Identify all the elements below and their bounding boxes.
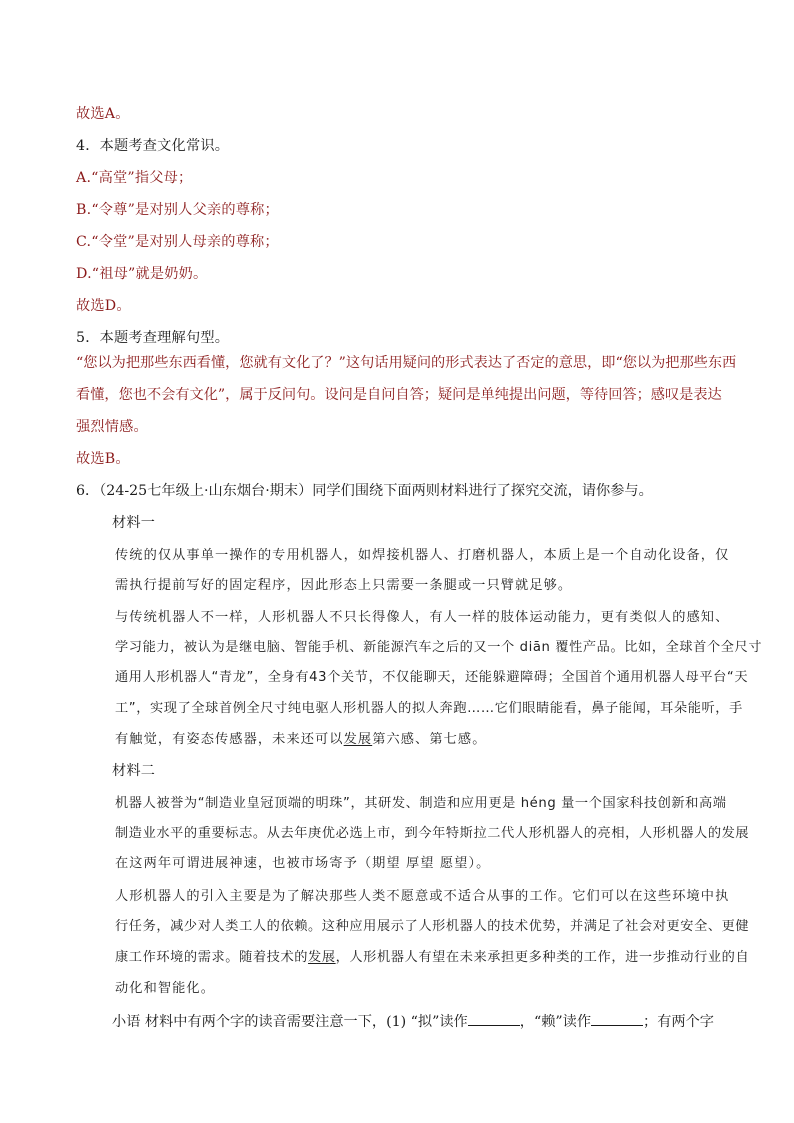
q5-explanation-line-2: 看懂，您也不会有文化”，属于反问句。设问是自问自答；疑问是单纯提出问题，等待回答；感叹是表达 xyxy=(76,387,722,403)
blank-lai-reading[interactable] xyxy=(591,1011,643,1026)
question-5-heading: 5．本题考查理解句型。 xyxy=(76,330,230,346)
q4-option-a: A.“高堂”指父母； xyxy=(76,170,193,186)
m1-p2-line-2: 学习能力，被认为是继电脑、智能手机、新能源汽车之后的又一个 diān 覆性产品。比如，全球首个全尺寸 xyxy=(115,640,763,655)
m2-p2-line-3-end: ，人形机器人有望在未来承担更多种类的工作，进一步推动行业的自 xyxy=(335,950,750,965)
q5-explanation-line-3: 强烈情感。 xyxy=(76,419,148,435)
m1-p1-line-2: 需执行提前写好的固定程序，因此形态上只需要一条腿或一只臂就足够。 xyxy=(115,578,573,593)
prompt-part-2: ，“赖”读作 xyxy=(519,1014,592,1030)
material-1-title: 材料一 xyxy=(112,515,156,531)
answer-b: 故选B。 xyxy=(76,451,130,467)
question-4-heading: 4．本题考查文化常识。 xyxy=(76,138,230,154)
m2-p2-line-4: 动化和智能化。 xyxy=(115,981,216,996)
q4-option-d: D.“祖母”就是奶奶。 xyxy=(76,266,208,282)
m2-p1-line-2: 制造业水平的重要标志。从去年庚优必选上市，到今年特斯拉二代人形机器人的亮相，人形机器人的发展 xyxy=(115,826,750,841)
m1-p1-line-1: 传统的仅从事单一操作的专用机器人，如焊接机器人、打磨机器人，本质上是一个自动化设备，仅 xyxy=(115,548,730,563)
m2-p2-line-3 xyxy=(115,946,750,965)
m2-p2-line-1: 人形机器人的引入主要是为了解决那些人类不愿意或不适合从事的工作。它们可以在这些环境中执 xyxy=(115,889,730,904)
m1-p2-line-5 xyxy=(115,728,722,747)
q4-option-c: C.“令堂”是对别人母亲的尊称； xyxy=(76,234,279,250)
m1-p2-line-1: 与传统机器人不一样，人形机器人不只长得像人，有人一样的肢体运动能力，更有类似人的感知、 xyxy=(115,610,730,625)
prompt-part-3: ；有两个字 xyxy=(643,1014,714,1030)
m1-p2-line-4: 工”，实现了全球首例全尺寸纯电驱人形机器人的拟人奔跑……它们眼睛能看，鼻子能闻，耳朵能听，手 xyxy=(115,701,743,716)
m2-p2-line-2: 行任务，减少对人类工人的依赖。这种应用展示了人形机器人的技术优势，并满足了社会对更安全、更健 xyxy=(115,919,750,934)
prompt-part-1: 小语 材料中有两个字的读音需要注意一下，(1) “拟”读作 xyxy=(112,1014,468,1030)
q5-explanation-line-1: “您以为把那些东西看懂，您就有文化了？”这句话用疑问的形式表达了否定的意思，即“您以为把那些东西 xyxy=(76,355,737,371)
question-prompt-line xyxy=(112,1011,722,1031)
m2-p2-line-3-start: 康工作环境的需求。随着技术的 xyxy=(115,950,309,965)
question-6-heading: 6．（24-25七年级上·山东烟台·期末）同学们围绕下面两则材料进行了探究交流，请你参与。 xyxy=(76,483,653,499)
m2-p1-line-3: 在这两年可谓进展神速，也被市场寄予（期望 厚望 愿望）。 xyxy=(115,856,491,871)
q4-option-b: B.“令尊”是对别人父亲的尊称； xyxy=(76,202,279,218)
m1-p2-line-5-start: 有触觉，有姿态传感器，未来还可以 xyxy=(115,732,344,747)
underlined-word-fazhan-2: 发展 xyxy=(308,950,336,965)
material-2-title: 材料二 xyxy=(112,763,156,779)
m2-p1-line-1: 机器人被誉为“制造业皇冠顶端的明珠”，其研发、制造和应用更是 héng 量一个国家科技创新和高端 xyxy=(115,796,727,811)
m1-p2-line-5-end: 第六感、第七感。 xyxy=(372,732,487,747)
underlined-word-fazhan-1: 发展 xyxy=(343,732,373,747)
answer-d: 故选D。 xyxy=(76,298,131,314)
answer-a: 故选A。 xyxy=(76,106,130,122)
m1-p2-line-3: 通用人形机器人“青龙”，全身有43个关节，不仅能聊天，还能躲避障碍；全国首个通用机器人母平台“天 xyxy=(115,670,749,685)
blank-ni-reading[interactable] xyxy=(468,1011,520,1026)
